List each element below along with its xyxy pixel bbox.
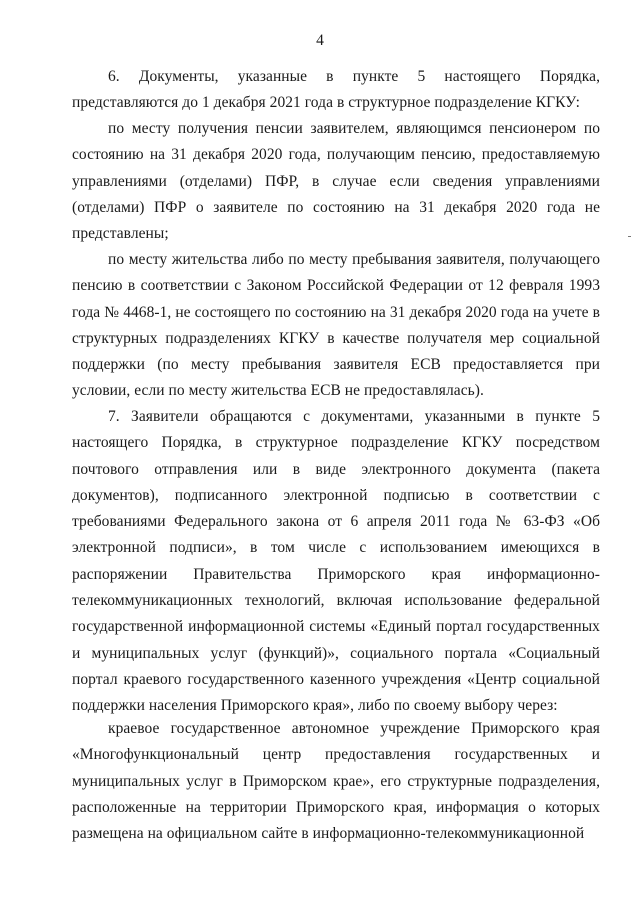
paragraph-mfc: краевое государственное автономное учреждение Приморского края «Многофункциональный центр предоставления государственных и муниципальных услуг в Приморском крае», его структурные подразделения, расположенные на территории Приморского края, информация о которых размещена на официальном сайте в информационно-телекоммуникационной [72, 720, 600, 843]
paragraph-item-7: 7. Заявители обращаются с документами, указанными в пункте 5 настоящего Порядка, в структурное подразделение КГКУ посредством почтового отправления или в виде электронного документа (пакета документов), подписанного электронной подписью в соответствии с требованиями Федерального закона от 6 апреля 2011 года № 63-ФЗ «Об электронной подписи», в том числе с использованием имеющихся в распоряжении Правительства Приморского края информационно-телекоммуникационных технологий, включая использование федеральной государственной информационной системы «Единый портал государственных и муниципальных услуг (функций)», социального портала «Социальный портал краевого государственного казенного учреждения «Центр социальной поддержки населения Приморского края», либо по своему выбору через: [72, 408, 600, 715]
paragraph-pension-residence: по месту получения пенсии заявителем, являющимся пенсионером по состоянию на 31 декабря 2020 года, получающим пенсию, предоставляемую управлениями (отделами) ПФР, в случае если сведения управлениями (отделами) ПФР о заявителе по состоянию на 31 декабря 2020 года не представлены; [72, 120, 600, 243]
page-number: 4 [316, 32, 324, 49]
paragraph-item-6: 6. Документы, указанные в пункте 5 настоящего Порядка, представляются до 1 декабря 2021 года в структурное подразделение КГКУ: [72, 68, 600, 112]
paragraph-place-of-residence: по месту жительства либо по месту пребывания заявителя, получающего пенсию в соответствии с Законом Российской Федерации от 12 февраля 1993 года № 4468-1, не состоящего по состоянию на 31 декабря 2020 года на учете в структурных подразделениях КГКУ в качестве получателя мер социальной поддержки (по месту пребывания заявителя ЕСВ предоставляется при условии, если по месту жительства ЕСВ не предоставлялась). [72, 251, 600, 400]
margin-mark [628, 236, 631, 237]
